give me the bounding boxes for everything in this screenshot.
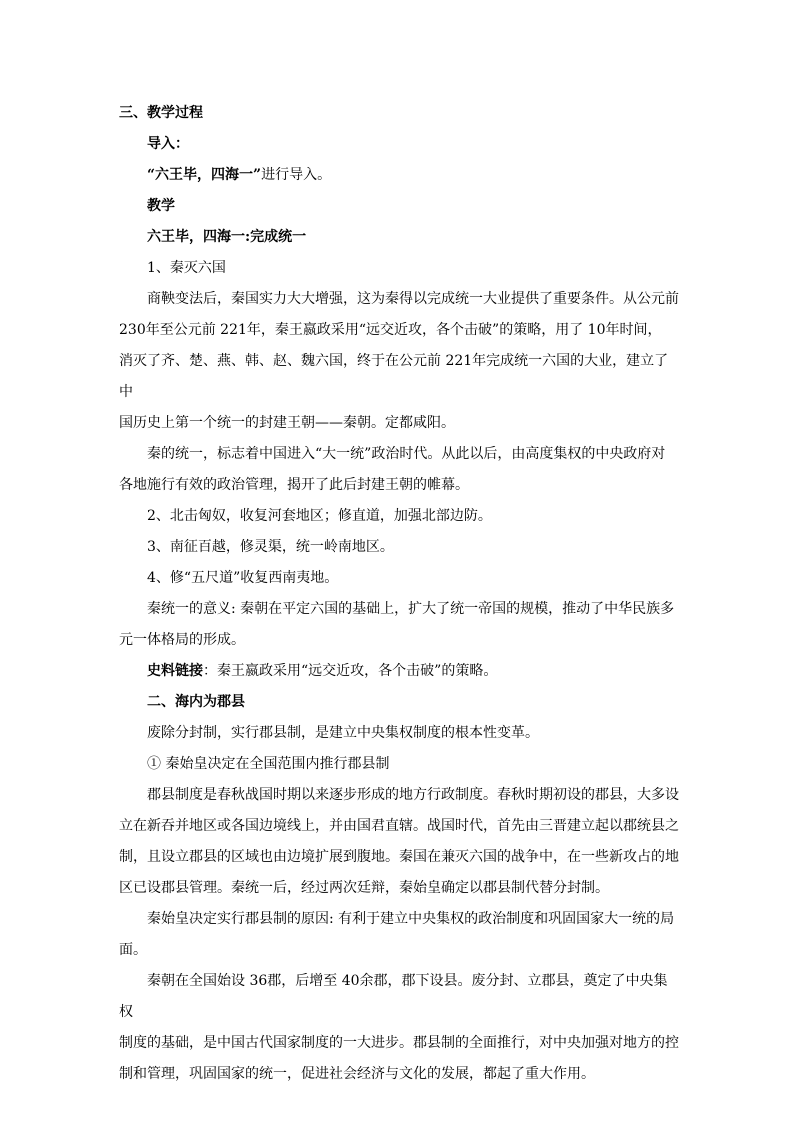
paragraph-line: 面。 [119,942,147,958]
paragraph-line: 商鞅变法后，秦国实力大大增强，这为秦得以完成统一大业提供了重要条件。从公元前 [147,291,679,307]
paragraph-line: 立在新吞并地区或各国边境线上，并由国君直辖。战国时代，首先由三晋建立起以郡统县之 [119,818,679,834]
document-body [119,98,681,1090]
list-item-1: 1、秦灭六国 [147,260,226,276]
paragraph-line: 秦始皇决定实行郡县制的原因: 有利于建立中央集权的政治制度和巩固国家大一统的局 [147,911,675,927]
list-item-3: 3、南征百越，修灵渠，统一岭南地区。 [147,539,394,555]
intro-label: 导入： [147,136,189,152]
paragraph-line: 郡县制度是春秋战国时期以来逐步形成的地方行政制度。春秋时期初设的郡县，大多设 [147,787,679,803]
paragraph-line: 秦的统一，标志着中国进入“大一统”政治时代。从此以后，由高度集权的中央政府对 [147,446,666,462]
part1-title: 六王毕，四海一:完成统一 [147,229,307,245]
paragraph-line: 230年至公元前 221年，秦王嬴政采用“远交近攻，各个击破”的策略，用了 10年时间， [119,322,662,338]
paragraph-line: 区已设郡县管理。秦统一后，经过两次廷辩，秦始皇确定以郡县制代替分封制。 [119,880,609,896]
paragraph-line: 废除分封制，实行郡县制，是建立中央集权制度的根本性变革。 [147,725,539,741]
section-title: 三、教学过程 [119,105,203,121]
circled-item-1: ① 秦始皇决定在全国范围内推行郡县制 [147,756,390,772]
paragraph-line: 元一体格局的形成。 [119,632,245,648]
paragraph-line: 制和管理，巩固国家的统一，促进社会经济与文化的发展，都起了重大作用。 [119,1066,595,1082]
source-label: 史料链接 [147,663,203,679]
paragraph-line: 消灭了齐、楚、燕、韩、赵、魏六国，终于在公元前 221年完成统一六国的大业，建立了中 [119,353,669,400]
paragraph-line: 秦朝在全国始设 36郡，后增至 40余郡，郡下设县。废分封、立郡县，奠定了中央集权 [119,973,668,1020]
source-rest: ：秦王嬴政采用“远交近攻，各个击破”的策略。 [203,663,498,679]
intro-rest: 进行导入。 [261,167,332,183]
paragraph-line: 各地施行有效的政治管理，揭开了此后封建王朝的帷幕。 [119,477,469,493]
list-item-4: 4、修“五尺道”收复西南夷地。 [147,570,339,586]
paragraph-line: 国历史上第一个统一的封建王朝——秦朝。定都咸阳。 [119,415,455,431]
teaching-label: 教学 [147,198,175,214]
intro-paragraph [119,160,681,191]
paragraph-line: 制，且设立郡县的区域也由边境扩展到腹地。秦国在兼灭六国的战争中，在一些新攻占的地 [119,849,679,865]
source-link-paragraph [119,656,681,687]
intro-quote: “六王毕，四海一” [147,167,262,183]
paragraph-line: 制度的基础，是中国古代国家制度的一大进步。郡县制的全面推行，对中央加强对地方的控 [119,1035,679,1051]
paragraph-line: 秦统一的意义: 秦朝在平定六国的基础上，扩大了统一帝国的规模，推动了中华民族多 [147,601,675,617]
list-item-2: 2、北击匈奴，收复河套地区；修直道，加强北部边防。 [147,508,492,524]
part2-title: 二、海内为郡县 [147,694,245,710]
